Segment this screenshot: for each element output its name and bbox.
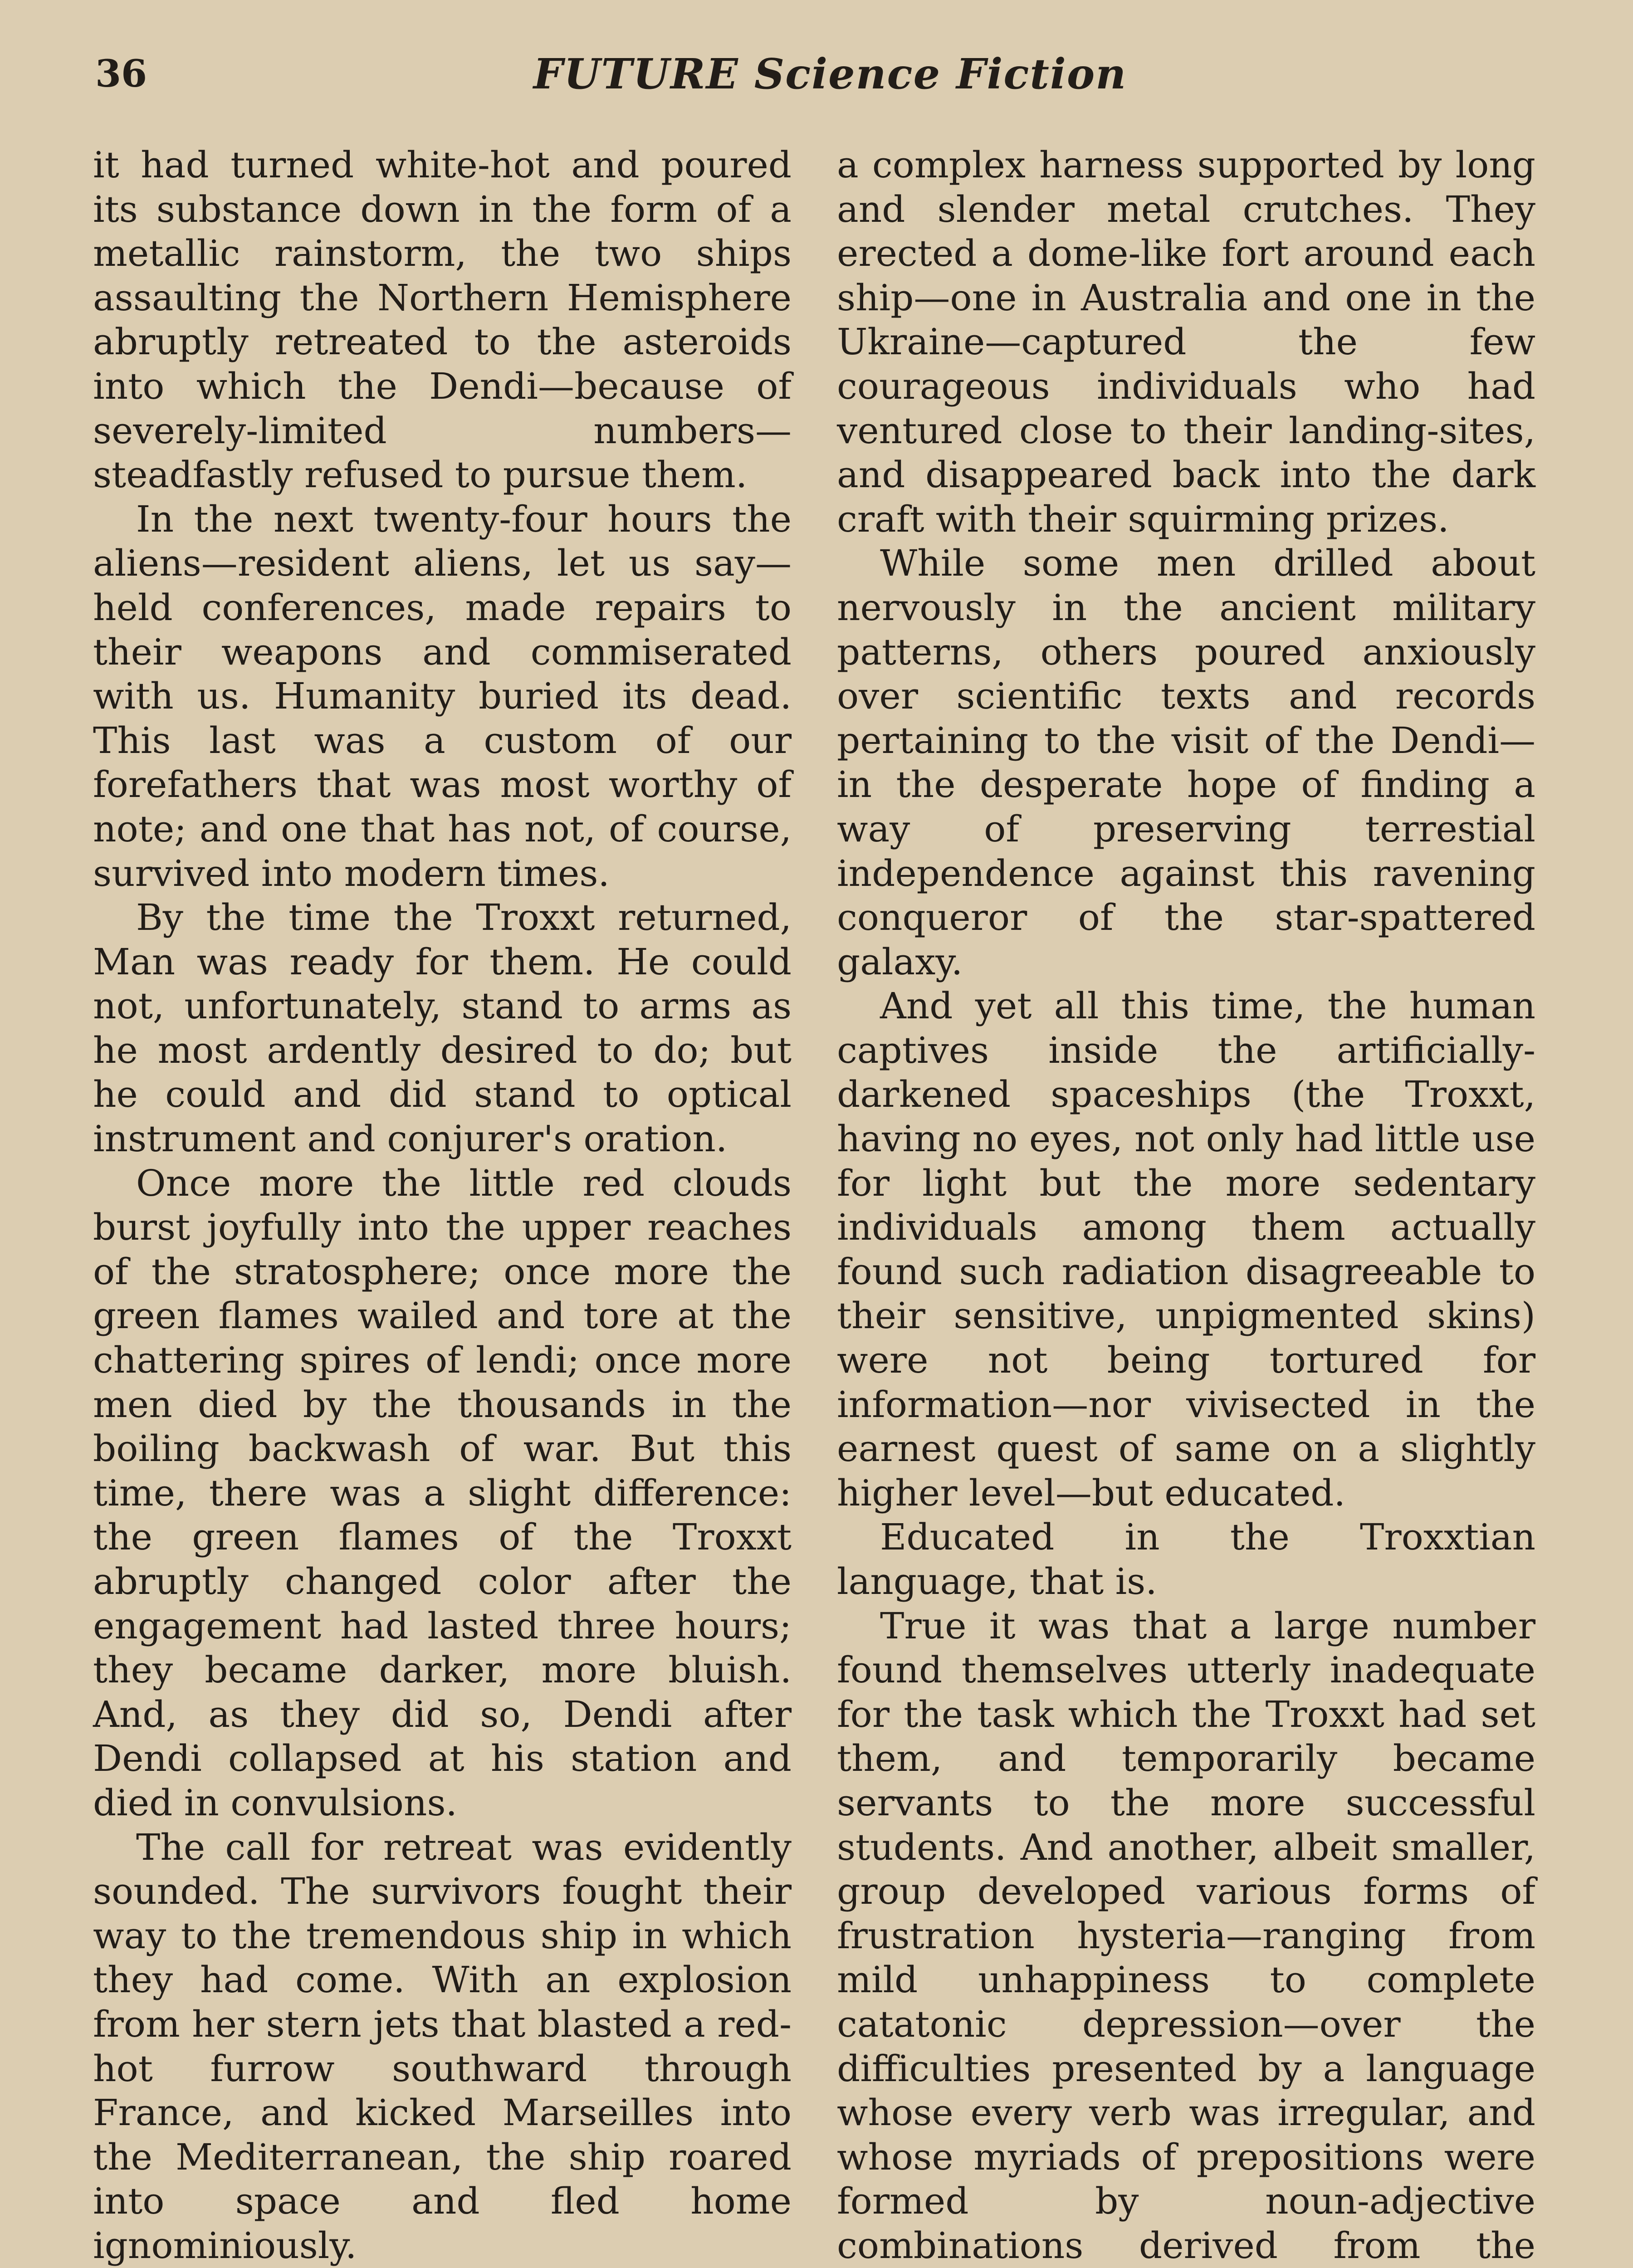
paragraph: In the next twenty-four hours the aliens—resident aliens, let us say—held conferences, made repairs to their weapons and commiserated with us. Humanity buried its dead. This last was a custom of our forefathers that was most worthy of note; and one that has not, of course, survived into modern times. [93,498,792,894]
paragraph: Once more the little red clouds burst joyfully into the upper reaches of the stratosphere; once more the green flames wailed and tore at the chattering spires of lendi; once more men died by the thousands in the boiling backwash of war. But this time, there was a slight difference: the green flames of the Troxxt abruptly changed color after the engagement had lasted three hours; they became darker, more bluish. And, as they did so, Dendi after Dendi collapsed at his station and died in convulsions. [93,1162,792,1824]
paragraph: a complex harness supported by long and slender metal crutches. They erected a dome-like fort around each ship—one in Australia and one in the Ukraine—captured the few courageous individuals who had ventured close to their landing-sites, and disappeared back into the dark craft with their squirming prizes. [837,144,1535,540]
running-head: FUTURE Science Fiction [533,49,1127,98]
paragraph: The call for retreat was evidently sounded. The survivors fought their way to the tremendous ship in which they had come. With an explosion from her stern jets that blasted a red-hot furrow southward through France, and kicked Marseilles into the Mediterranean, the ship roared into space and fled home ignominiously. [93,1826,792,2267]
paragraph: Educated in the Troxxtian language, that is. [837,1516,1535,1603]
page-number: 36 [95,52,147,96]
right-column [837,143,1535,2268]
paragraph: True it was that a large number found themselves utterly inadequate for the task which the Troxxt had set them, and temporarily became servants to the more successful students. And another, albeit smaller, group developed various forms of frustration hysteria—ranging from mild unhappiness to complete catatonic depression—over the difficulties presented by a language whose every verb was irregular, and whose myriads of prepositions were formed by noun-adjective combinations derived from the [837,1604,1535,2267]
page-header [91,43,1569,102]
paragraph: While some men drilled about nervously in the ancient military patterns, others poured anxiously over scientific texts and records pertaining to the visit of the Dendi—in the desperate hope of finding a way of preserving terrestial independence against this ravening conqueror of the star-spattered galaxy. [837,542,1535,983]
left-column [93,143,792,2268]
paragraph: it had turned white-hot and poured its substance down in the form of a metallic rainstorm, the two ships assaulting the Northern Hemisphere abruptly retreated to the asteroids into which the Dendi—because of severely-limited numbers—steadfastly refused to pursue them. [93,144,792,496]
paragraph: And yet all this time, the human captives inside the artificially-darkened spaceships (the Troxxt, having no eyes, not only had little use for light but the more sedentary individuals among them actually found such radiation disagreeable to their sensitive, unpigmented skins) were not being tortured for information—nor vivisected in the earnest quest of same on a slightly higher level—but educated. [837,985,1535,1514]
paragraph: By the time the Troxxt returned, Man was ready for them. He could not, unfortunately, stand to arms as he most ardently desired to do; but he could and did stand to optical instrument and conjurer's oration. [93,896,792,1160]
